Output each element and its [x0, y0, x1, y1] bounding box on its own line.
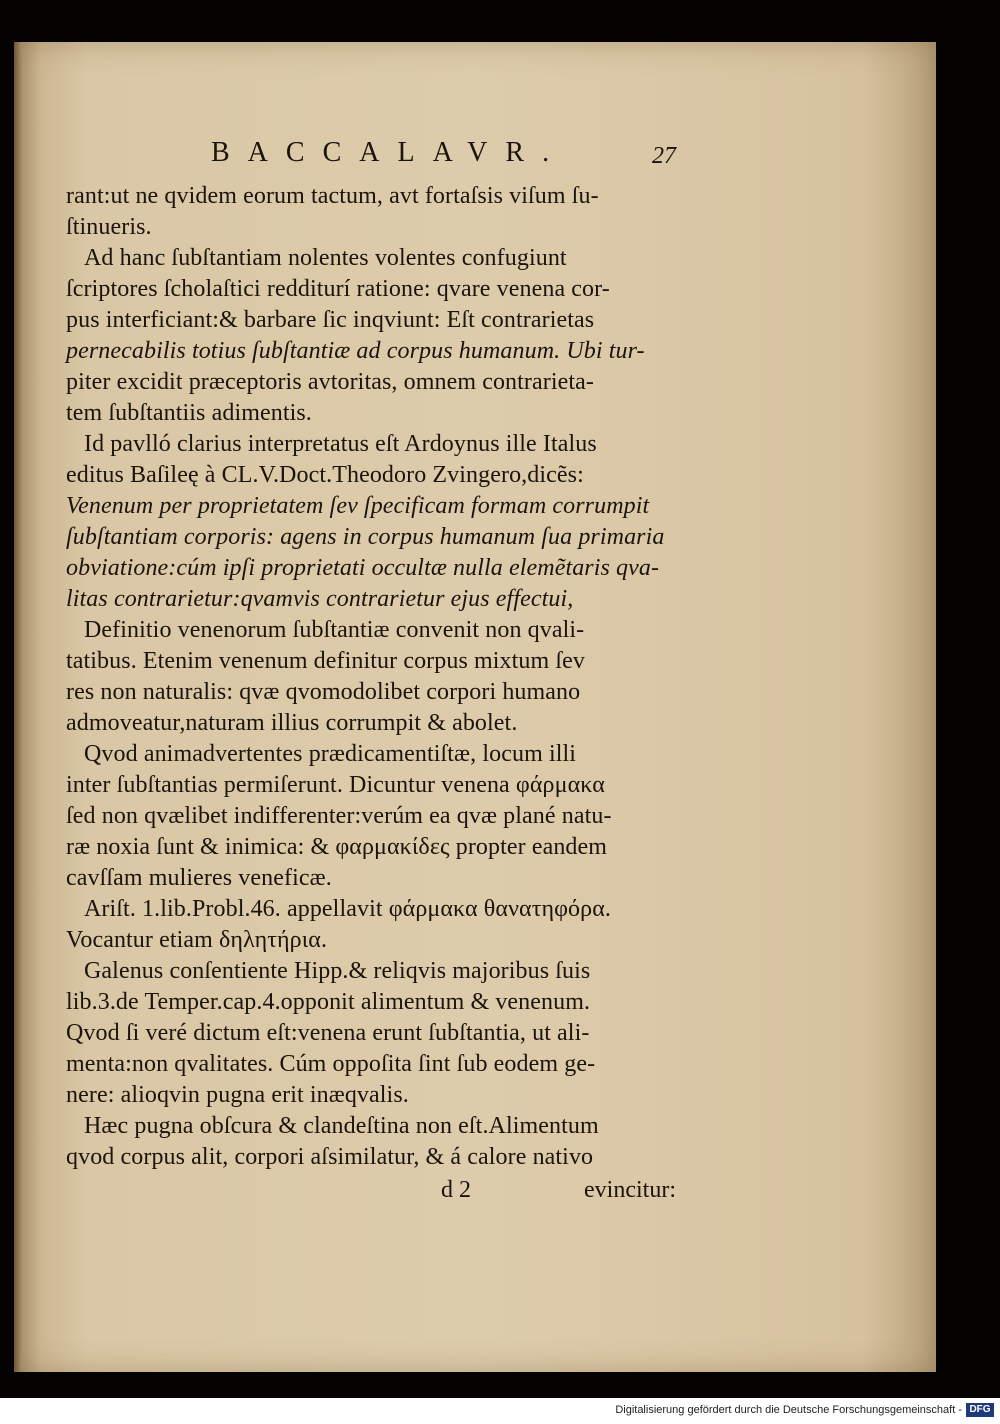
text-line: menta:non qvalitates. Cúm oppoſita ſint ſub eodem ge-: [66, 1051, 596, 1077]
text-line: ræ noxia ſunt & inimica: & φαρμακίδες propter eandem: [66, 834, 608, 860]
text-line: Venenum per proprietatem ſev ſpecificam formam corrumpit: [66, 493, 650, 519]
footer-credit: Digitalisierung gefördert durch die Deutsche Forschungsgemeinschaft -: [615, 1404, 962, 1416]
page-gutter-edge: [14, 42, 22, 1372]
signature-mark: d 2: [441, 1177, 471, 1203]
text-line: Ariſt. 1.lib.Probl.46. appellavit φάρμακα θανατηφόρα.: [84, 896, 611, 922]
text-line: ſubſtantiam corporis: agens in corpus humanum ſua primaria: [66, 524, 665, 550]
text-line: pernecabilis totius ſubſtantiæ ad corpus humanum. Ubi tur-: [66, 338, 645, 364]
text-line: ſed non qvælibet indifferenter:verúm ea qvæ plané natu-: [66, 803, 612, 829]
text-line: rant:ut ne qvidem eorum tactum, avt fortaſsis viſum ſu-: [66, 183, 599, 209]
page-text-block: [66, 137, 676, 1207]
text-line: pus interficiant:& barbare ſic inqviunt: Eſt contrarietas: [66, 307, 595, 333]
text-line: ſcriptores ſcholaſtici redditurí ratione: qvare venena cor-: [66, 276, 610, 302]
text-line: tem ſubſtantiis adimentis.: [66, 400, 312, 426]
text-line: ſtinueris.: [66, 214, 152, 240]
text-line: nere: alioqvin pugna erit inæqvalis.: [66, 1082, 409, 1108]
digitization-footer: [0, 1398, 1000, 1424]
running-head: [66, 137, 676, 177]
text-line: piter excidit præceptoris avtoritas, omnem contrarieta-: [66, 369, 594, 395]
page-number: 27: [652, 143, 676, 169]
body-text: [66, 181, 676, 1173]
book-page: [14, 42, 936, 1372]
text-line: Definitio venenorum ſubſtantiæ convenit non qvali-: [84, 617, 585, 643]
text-line: Ad hanc ſubſtantiam nolentes volentes confugiunt: [84, 245, 567, 271]
text-line: obviatione:cúm ipſi proprietati occultæ nulla elemẽtaris qva-: [66, 555, 660, 581]
text-line: Qvod ſi veré dictum eſt:venena erunt ſubſtantia, ut ali-: [66, 1020, 590, 1046]
page-foot: [66, 1175, 676, 1207]
running-head-title: BACCALAVR.: [211, 137, 568, 168]
text-line: litas contrarietur:qvamvis contrarietur ejus effectui,: [66, 586, 574, 612]
text-line: qvod corpus alit, corpori aſsimilatur, & á calore nativo: [66, 1144, 594, 1170]
text-line: tatibus. Etenim venenum definitur corpus mixtum ſev: [66, 648, 586, 674]
text-line: admoveatur,naturam illius corrumpit & abolet.: [66, 710, 518, 736]
text-line: cavſſam mulieres veneficæ.: [66, 865, 332, 891]
text-line: Vocantur etiam δηλητήρια.: [66, 927, 328, 953]
text-line: Id pavlló clarius interpretatus eſt Ardoynus ille Italus: [84, 431, 597, 457]
text-line: Galenus conſentiente Hipp.& reliqvis majoribus ſuis: [84, 958, 591, 984]
text-line: inter ſubſtantias permiſerunt. Dicuntur venena φάρμακα: [66, 772, 605, 798]
text-line: Qvod animadvertentes prædicamentiſtæ, locum illi: [84, 741, 577, 767]
dfg-logo-icon: DFG: [966, 1403, 994, 1417]
catchword: evincitur:: [584, 1177, 676, 1203]
text-line: Hæc pugna obſcura & clandeſtina non eſt.Alimentum: [84, 1113, 599, 1139]
text-line: editus Baſileę à CL.V.Doct.Theodoro Zvingero,dicẽs:: [66, 462, 584, 488]
text-line: res non naturalis: qvæ qvomodolibet corpori humano: [66, 679, 581, 705]
text-line: lib.3.de Temper.cap.4.opponit alimentum & venenum.: [66, 989, 591, 1015]
